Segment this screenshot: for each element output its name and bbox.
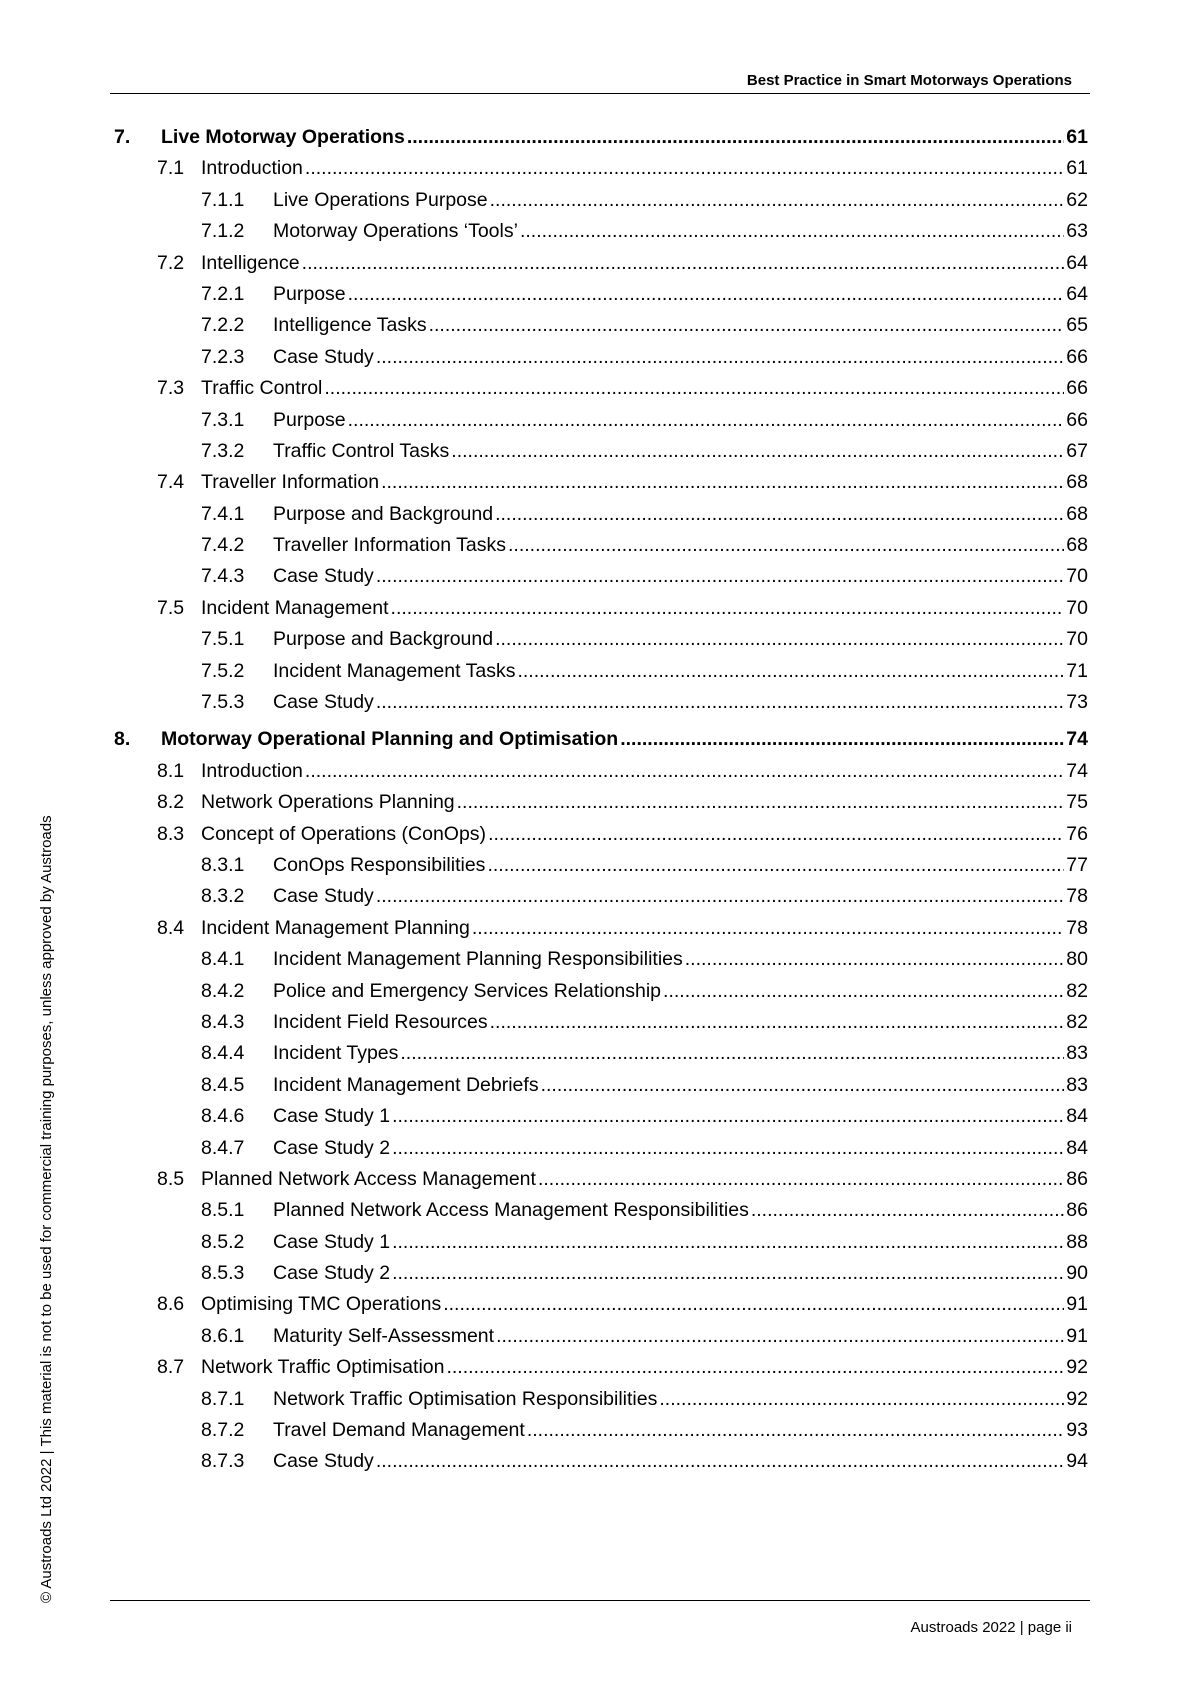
toc-dot-leader <box>538 1168 1064 1191</box>
toc-entry[interactable] <box>110 1011 1088 1042</box>
toc-entry-title: ConOps Responsibilities <box>273 853 486 876</box>
toc-entry[interactable] <box>110 1074 1088 1105</box>
toc-entry-page: 91 <box>1066 1293 1088 1316</box>
toc-dot-leader <box>490 189 1065 212</box>
toc-entry-title: Planned Network Access Management Responsibilities <box>273 1199 749 1222</box>
toc-entry-number: 7.4.1 <box>201 502 245 525</box>
toc-dot-leader <box>400 1042 1064 1065</box>
toc-entry-page: 93 <box>1066 1419 1088 1442</box>
toc-entry-number: 8.3 <box>157 822 185 845</box>
toc-entry-page: 84 <box>1066 1105 1088 1128</box>
toc-entry[interactable] <box>110 691 1088 722</box>
toc-entry-number: 8.4.3 <box>201 1010 245 1033</box>
toc-entry-title: Incident Management <box>201 596 389 619</box>
toc-entry-title: Case Study <box>273 345 374 368</box>
toc-entry[interactable] <box>110 1262 1088 1293</box>
toc-dot-leader <box>376 565 1064 588</box>
toc-entry-title: Maturity Self-Assessment <box>273 1324 495 1347</box>
toc-dot-leader <box>392 1137 1064 1160</box>
toc-entry-title: Intelligence Tasks <box>273 314 427 337</box>
toc-entry-number: 7.1.2 <box>201 220 245 243</box>
table-of-contents <box>110 126 1088 1482</box>
toc-entry-number: 8.5.3 <box>201 1262 245 1285</box>
header-divider <box>110 93 1090 94</box>
toc-entry[interactable] <box>110 534 1088 565</box>
toc-dot-leader <box>527 1419 1064 1442</box>
toc-dot-leader <box>302 252 1065 275</box>
toc-entry-title: Incident Management Tasks <box>273 659 516 682</box>
toc-entry-number: 8.6.1 <box>201 1324 245 1347</box>
toc-entry[interactable] <box>110 409 1088 440</box>
toc-entry-title: Introduction <box>201 759 303 782</box>
toc-entry-title: Case Study <box>273 691 374 714</box>
toc-entry-title: Incident Management Planning Responsibilities <box>273 948 683 971</box>
toc-entry-page: 78 <box>1066 916 1088 939</box>
toc-entry[interactable] <box>110 220 1088 251</box>
toc-dot-leader <box>376 691 1064 714</box>
toc-dot-leader <box>457 791 1065 814</box>
toc-entry-number: 8. <box>114 728 131 751</box>
toc-entry[interactable] <box>110 1105 1088 1136</box>
toc-entry-page: 90 <box>1066 1262 1088 1285</box>
toc-dot-leader <box>520 220 1064 243</box>
toc-entry-title: Network Operations Planning <box>201 791 455 814</box>
toc-entry-page: 77 <box>1066 853 1088 876</box>
toc-entry-number: 8.5.1 <box>201 1199 245 1222</box>
toc-entry-number: 8.4.5 <box>201 1073 245 1096</box>
toc-dot-leader <box>446 1356 1064 1379</box>
toc-entry-title: Case Study <box>273 885 374 908</box>
toc-dot-leader <box>407 126 1064 149</box>
toc-entry-number: 7.4.3 <box>201 565 245 588</box>
toc-entry[interactable] <box>110 314 1088 345</box>
toc-entry-title: Incident Management Debriefs <box>273 1073 539 1096</box>
toc-dot-leader <box>487 854 1064 877</box>
toc-entry[interactable] <box>110 565 1088 596</box>
toc-entry-title: Traveller Information Tasks <box>273 534 507 557</box>
toc-entry-title: Purpose <box>273 282 346 305</box>
toc-entry-title: Travel Demand Management <box>273 1419 525 1442</box>
toc-entry[interactable] <box>110 189 1088 220</box>
toc-entry-title: Traffic Control <box>201 377 323 400</box>
toc-entry-title: Incident Field Resources <box>273 1010 488 1033</box>
toc-dot-leader <box>305 760 1064 783</box>
toc-entry-title: Purpose and Background <box>273 628 494 651</box>
toc-entry[interactable] <box>110 283 1088 314</box>
toc-entry[interactable] <box>110 1419 1088 1450</box>
toc-entry-page: 86 <box>1066 1167 1088 1190</box>
toc-entry-title: Network Traffic Optimisation Responsibilities <box>273 1387 658 1410</box>
toc-entry[interactable] <box>110 980 1088 1011</box>
toc-entry-number: 8.4 <box>157 916 185 939</box>
toc-dot-leader <box>443 1293 1064 1316</box>
toc-entry[interactable] <box>110 1293 1088 1324</box>
toc-entry-title: Purpose and Background <box>273 502 494 525</box>
toc-entry[interactable] <box>110 1356 1088 1387</box>
toc-entry[interactable] <box>110 917 1088 948</box>
toc-entry-page: 74 <box>1066 759 1088 782</box>
toc-entry-number: 7.2 <box>157 251 185 274</box>
toc-entry-number: 8.5.2 <box>201 1230 245 1253</box>
footer-page-label: Austroads 2022 | page ii <box>910 1619 1072 1636</box>
toc-dot-leader <box>488 823 1064 846</box>
toc-entry[interactable] <box>110 440 1088 471</box>
toc-entry[interactable] <box>110 597 1088 628</box>
toc-dot-leader <box>348 283 1065 306</box>
toc-entry-title: Case Study <box>273 565 374 588</box>
toc-entry-number: 8.4.7 <box>201 1136 245 1159</box>
copyright-side-note: © Austroads Ltd 2022 | This material is not to be used for commercial training purposes, unless approved by Austroads <box>38 815 55 1603</box>
toc-entry-page: 67 <box>1066 439 1088 462</box>
footer-divider <box>110 1600 1090 1601</box>
toc-entry-page: 64 <box>1066 251 1088 274</box>
toc-entry-number: 8.6 <box>157 1293 185 1316</box>
toc-entry-title: Case Study 1 <box>273 1105 391 1128</box>
toc-entry-title: Optimising TMC Operations <box>201 1293 442 1316</box>
toc-entry-title: Case Study 2 <box>273 1136 391 1159</box>
toc-entry-number: 7. <box>114 126 131 148</box>
toc-entry-page: 91 <box>1066 1324 1088 1347</box>
toc-entry[interactable] <box>110 1137 1088 1168</box>
toc-dot-leader <box>495 503 1064 526</box>
toc-entry-page: 61 <box>1066 157 1088 180</box>
toc-entry-number: 7.1.1 <box>201 188 245 211</box>
toc-entry-number: 8.7 <box>157 1356 185 1379</box>
toc-entry-page: 82 <box>1066 1010 1088 1033</box>
toc-entry[interactable] <box>110 126 1088 157</box>
toc-entry-number: 7.4.2 <box>201 534 245 557</box>
toc-entry[interactable] <box>110 660 1088 691</box>
toc-entry-page: 68 <box>1066 471 1088 494</box>
toc-entry-title: Live Operations Purpose <box>273 188 488 211</box>
toc-dot-leader <box>685 948 1065 971</box>
toc-dot-leader <box>391 597 1065 620</box>
toc-entry-page: 78 <box>1066 885 1088 908</box>
toc-entry-page: 62 <box>1066 188 1088 211</box>
toc-entry-title: Incident Types <box>273 1042 399 1065</box>
toc-entry-page: 63 <box>1066 220 1088 243</box>
toc-dot-leader <box>508 534 1064 557</box>
toc-entry-number: 8.4.4 <box>201 1042 245 1065</box>
toc-entry-number: 7.2.1 <box>201 282 245 305</box>
toc-entry-page: 80 <box>1066 948 1088 971</box>
toc-dot-leader <box>376 1450 1064 1473</box>
toc-dot-leader <box>751 1199 1064 1222</box>
toc-dot-leader <box>429 314 1065 337</box>
toc-entry-number: 7.2.2 <box>201 314 245 337</box>
toc-entry-number: 7.5.3 <box>201 691 245 714</box>
running-header-title: Best Practice in Smart Motorways Operations <box>746 72 1072 89</box>
toc-entry[interactable] <box>110 1325 1088 1356</box>
toc-entry[interactable] <box>110 157 1088 188</box>
toc-entry-page: 66 <box>1066 377 1088 400</box>
toc-entry[interactable] <box>110 823 1088 854</box>
toc-entry-number: 8.2 <box>157 791 185 814</box>
toc-dot-leader <box>305 157 1064 180</box>
toc-entry-page: 88 <box>1066 1230 1088 1253</box>
toc-dot-leader <box>376 346 1064 369</box>
toc-entry-number: 7.5.1 <box>201 628 245 651</box>
toc-entry-page: 83 <box>1066 1042 1088 1065</box>
toc-entry-number: 7.5.2 <box>201 659 245 682</box>
toc-entry-title: Planned Network Access Management <box>201 1167 536 1190</box>
toc-dot-leader <box>472 917 1064 940</box>
toc-entry-title: Intelligence <box>201 251 300 274</box>
toc-entry-page: 70 <box>1066 596 1088 619</box>
toc-dot-leader <box>348 409 1065 432</box>
toc-entry-page: 94 <box>1066 1450 1088 1473</box>
toc-dot-leader <box>392 1105 1064 1128</box>
toc-entry-title: Introduction <box>201 157 303 180</box>
toc-entry-number: 7.5 <box>157 596 185 619</box>
toc-entry-page: 84 <box>1066 1136 1088 1159</box>
toc-entry[interactable] <box>110 252 1088 283</box>
toc-entry-number: 8.5 <box>157 1167 185 1190</box>
toc-entry-number: 8.3.2 <box>201 885 245 908</box>
toc-entry[interactable] <box>110 1042 1088 1073</box>
toc-entry-number: 8.7.2 <box>201 1419 245 1442</box>
toc-entry-title: Case Study <box>273 1450 374 1473</box>
toc-entry[interactable] <box>110 1168 1088 1199</box>
toc-entry-page: 66 <box>1066 408 1088 431</box>
toc-dot-leader <box>451 440 1064 463</box>
toc-entry-title: Live Motorway Operations <box>161 126 405 148</box>
toc-entry-number: 8.4.2 <box>201 979 245 1002</box>
toc-dot-leader <box>381 471 1064 494</box>
toc-entry[interactable] <box>110 728 1088 759</box>
toc-entry-page: 92 <box>1066 1387 1088 1410</box>
toc-dot-leader <box>392 1231 1064 1254</box>
toc-entry-number: 8.3.1 <box>201 853 245 876</box>
toc-entry[interactable] <box>110 1231 1088 1262</box>
toc-entry-title: Traffic Control Tasks <box>273 439 450 462</box>
toc-dot-leader <box>663 980 1064 1003</box>
toc-entry-number: 7.4 <box>157 471 185 494</box>
toc-entry-title: Traveller Information <box>201 471 380 494</box>
toc-dot-leader <box>392 1262 1064 1285</box>
toc-entry-title: Purpose <box>273 408 346 431</box>
toc-entry[interactable] <box>110 471 1088 502</box>
toc-dot-leader <box>490 1011 1065 1034</box>
toc-entry-number: 7.1 <box>157 157 185 180</box>
toc-entry-page: 61 <box>1066 126 1088 148</box>
toc-entry-number: 8.7.1 <box>201 1387 245 1410</box>
toc-entry-title: Police and Emergency Services Relationship <box>273 979 662 1002</box>
toc-dot-leader <box>324 377 1064 400</box>
toc-entry[interactable] <box>110 1199 1088 1230</box>
toc-entry-number: 7.3.1 <box>201 408 245 431</box>
toc-entry-page: 71 <box>1066 659 1088 682</box>
toc-entry[interactable] <box>110 760 1088 791</box>
toc-entry-page: 66 <box>1066 345 1088 368</box>
toc-entry-number: 7.2.3 <box>201 345 245 368</box>
toc-entry[interactable] <box>110 854 1088 885</box>
toc-entry-number: 7.3.2 <box>201 439 245 462</box>
toc-dot-leader <box>620 728 1064 751</box>
toc-entry-title: Case Study 2 <box>273 1262 391 1285</box>
toc-entry-page: 68 <box>1066 502 1088 525</box>
toc-entry[interactable] <box>110 503 1088 534</box>
toc-entry-page: 92 <box>1066 1356 1088 1379</box>
toc-entry-title: Motorway Operations ‘Tools’ <box>273 220 518 243</box>
toc-entry-page: 64 <box>1066 282 1088 305</box>
toc-entry[interactable] <box>110 885 1088 916</box>
toc-dot-leader <box>496 1325 1064 1348</box>
toc-dot-leader <box>659 1388 1064 1411</box>
toc-dot-leader <box>495 628 1064 651</box>
toc-entry-page: 65 <box>1066 314 1088 337</box>
toc-entry[interactable] <box>110 1388 1088 1419</box>
toc-entry-page: 82 <box>1066 979 1088 1002</box>
toc-entry[interactable] <box>110 1450 1088 1481</box>
toc-entry-page: 70 <box>1066 565 1088 588</box>
toc-entry-page: 75 <box>1066 791 1088 814</box>
toc-entry-page: 86 <box>1066 1199 1088 1222</box>
toc-entry[interactable] <box>110 791 1088 822</box>
toc-entry-title: Motorway Operational Planning and Optimisation <box>161 728 619 751</box>
toc-dot-leader <box>517 660 1064 683</box>
toc-entry-page: 70 <box>1066 628 1088 651</box>
toc-entry[interactable] <box>110 948 1088 979</box>
toc-entry[interactable] <box>110 377 1088 408</box>
toc-entry[interactable] <box>110 628 1088 659</box>
toc-dot-leader <box>376 885 1064 908</box>
toc-entry-page: 74 <box>1066 728 1088 751</box>
toc-entry-number: 8.1 <box>157 759 185 782</box>
toc-entry-number: 8.4.1 <box>201 948 245 971</box>
toc-entry-page: 68 <box>1066 534 1088 557</box>
toc-entry-page: 83 <box>1066 1073 1088 1096</box>
toc-entry-page: 73 <box>1066 691 1088 714</box>
toc-entry-number: 7.3 <box>157 377 185 400</box>
toc-entry-title: Case Study 1 <box>273 1230 391 1253</box>
toc-entry-number: 8.4.6 <box>201 1105 245 1128</box>
toc-dot-leader <box>541 1074 1065 1097</box>
toc-entry[interactable] <box>110 346 1088 377</box>
toc-entry-page: 76 <box>1066 822 1088 845</box>
toc-entry-title: Incident Management Planning <box>201 916 470 939</box>
toc-entry-number: 8.7.3 <box>201 1450 245 1473</box>
toc-entry-title: Concept of Operations (ConOps) <box>201 822 487 845</box>
toc-entry-title: Network Traffic Optimisation <box>201 1356 445 1379</box>
